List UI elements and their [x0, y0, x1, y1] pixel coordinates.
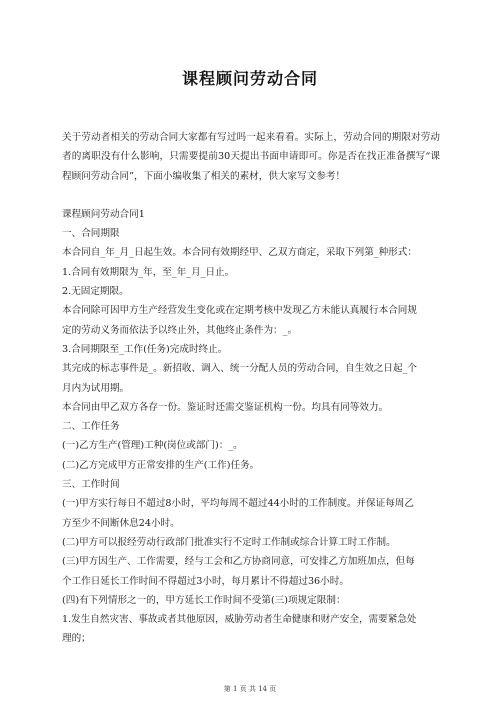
contract-line: 1.发生自然灾害、事故或者其他原因，威胁劳动者生命健康和财产安全，需要紧急处 — [62, 614, 417, 626]
contract-line: 理的； — [62, 633, 91, 645]
contract-line: 月内为试用期。 — [62, 382, 130, 394]
contract-line: 二、工作任务 — [62, 421, 120, 433]
contract-line: 本合同由甲乙双方各存一份。鉴证时还需交鉴证机构一份。均具有同等效力。 — [62, 401, 389, 413]
contract-line: 2.无固定期限。 — [62, 286, 129, 298]
page-footer: 第 1 页 共 14 页 — [223, 685, 277, 693]
contract-line: 方至少不间断休息24小时。 — [62, 517, 180, 529]
contract-line: 一、合同期限 — [62, 228, 120, 240]
contract-line: 三、工作时间 — [62, 479, 120, 491]
contract-line: 个工作日延长工作时间不得超过3小时，每月累计不得超过36小时。 — [62, 575, 349, 587]
contract-line: (二)甲方可以报经劳动行政部门批准实行不定时工作制或综合计算工时工作制。 — [62, 536, 396, 548]
contract-line: (二)乙方完成甲方正常安排的生产(工作)任务。 — [62, 459, 260, 471]
contract-line: (三)甲方因生产、工作需要，经与工会和乙方协商同意，可安排乙方加班加点，但每 — [62, 556, 415, 568]
contract-lines — [62, 224, 440, 649]
section-heading: 课程顾问劳动合同1 — [62, 208, 145, 220]
document-body — [62, 128, 440, 649]
contract-line: 定的劳动义务而依法予以终止外，其他终止条件为：_。 — [62, 324, 298, 336]
intro-paragraph: 关于劳动者相关的劳动合同大家都有写过吗一起来看看。实际上，劳动合同的期限对劳动者的离职没有什么影响，只需要提前30天提出书面申请即可。你是否在找正准备撰写“课程顾问劳动合同”，下面小编收集了相关的素材，供大家写文参考！ — [62, 132, 440, 182]
contract-line: 3.合同期限至_工作(任务)完成时终止。 — [62, 343, 228, 355]
contract-line: (一)乙方生产(管理)工种(岗位或部门)：_。 — [62, 440, 243, 452]
contract-line: 其完成的标志事件是_。新招收、调入、统一分配人员的劳动合同，自生效之日起_个 — [62, 363, 417, 375]
contract-line: (一)甲方实行每日不超过8小时，平均每周不超过44小时的工作制度。并保证每周乙 — [62, 498, 414, 510]
contract-line: 本合同自_年_月_日起生效。本合同有效期经甲、乙双方商定，采取下列第_种形式： — [62, 247, 417, 259]
document-title: 课程顾问劳动合同 — [181, 69, 318, 88]
contract-line: 1.合同有效期限为_年，至_年_月_日止。 — [62, 266, 235, 278]
contract-line: (四)有下列情形之一的，甲方延长工作时间不受第(三)项规定限制： — [62, 594, 346, 606]
contract-line: 本合同除可因甲方生产经营发生变化或在定期考核中发现乙方未能认真履行本合同规 — [62, 305, 417, 317]
